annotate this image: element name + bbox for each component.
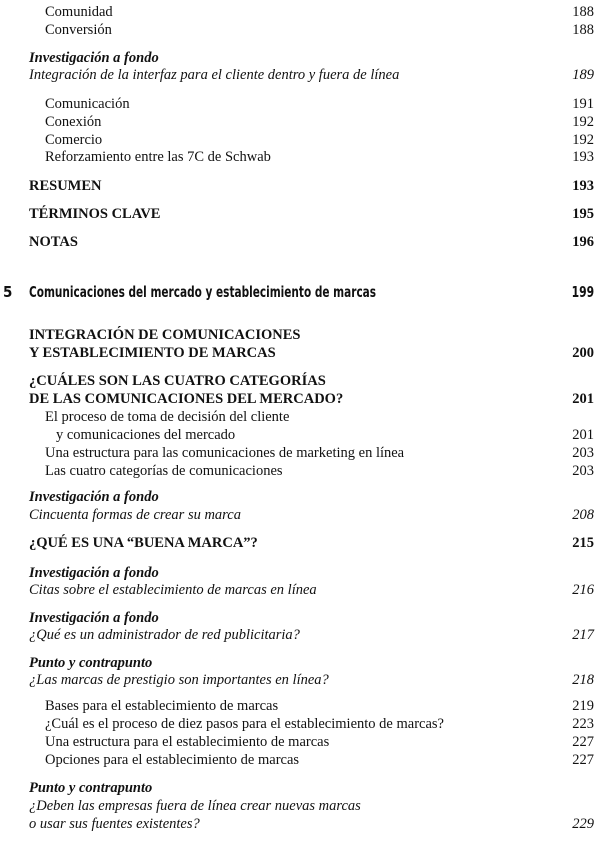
toc-entry-title: Investigación a fondo bbox=[29, 565, 159, 581]
toc-entry-title: INTEGRACIÓN DE COMUNICACIONES bbox=[29, 327, 301, 343]
toc-entry bbox=[0, 49, 600, 67]
toc-entry-title: Comercio bbox=[45, 132, 103, 148]
toc-page-number: 227 bbox=[572, 752, 594, 768]
toc-page-number: 218 bbox=[572, 672, 594, 688]
toc-entry bbox=[0, 326, 600, 344]
toc-entry bbox=[0, 581, 600, 599]
toc-entry-title: Comunidad bbox=[45, 4, 113, 20]
toc-entry-title: Integración de la interfaz para el cliente dentro y fuera de línea bbox=[29, 67, 400, 83]
toc-entry-title: Investigación a fondo bbox=[29, 610, 159, 626]
toc-entry-title: Cincuenta formas de crear su marca bbox=[29, 507, 241, 523]
toc-entry bbox=[0, 697, 600, 715]
toc-entry-title: ¿Las marcas de prestigio son importantes en línea? bbox=[29, 672, 329, 688]
toc-entry bbox=[0, 733, 600, 751]
toc-entry bbox=[0, 609, 600, 627]
toc-page-number: 219 bbox=[572, 698, 594, 714]
toc-entry-title: Reforzamiento entre las 7C de Schwab bbox=[45, 149, 271, 165]
toc-entry bbox=[0, 233, 600, 251]
toc-page-number: 215 bbox=[572, 535, 594, 551]
toc-page-number: 191 bbox=[572, 96, 594, 112]
toc-entry bbox=[0, 344, 600, 362]
chapter-number: 5 bbox=[3, 283, 13, 301]
toc-entry bbox=[0, 506, 600, 524]
toc-entry-title: Las cuatro categorías de comunicaciones bbox=[45, 463, 283, 479]
toc-entry-title: TÉRMINOS CLAVE bbox=[29, 206, 161, 222]
toc-entry-title: RESUMEN bbox=[29, 178, 102, 194]
toc-entry-title: Punto y contrapunto bbox=[29, 780, 153, 796]
toc-entry bbox=[0, 751, 600, 769]
toc-entry bbox=[0, 626, 600, 644]
toc-entry bbox=[0, 534, 600, 552]
toc-entry bbox=[0, 131, 600, 149]
toc-entry-title: Punto y contrapunto bbox=[29, 655, 153, 671]
toc-entry-title: ¿Deben las empresas fuera de línea crear nuevas marcas bbox=[29, 798, 361, 814]
toc-page-number: 200 bbox=[572, 345, 594, 361]
toc-entry bbox=[0, 372, 600, 390]
toc-entry bbox=[0, 426, 600, 444]
toc-entry-title: Comunicaciones del mercado y establecimiento de marcas bbox=[29, 283, 377, 301]
toc-entry-title: ¿Cuál es el proceso de diez pasos para el establecimiento de marcas? bbox=[45, 716, 444, 732]
toc-page-number: 193 bbox=[572, 149, 594, 165]
toc-page-number: 227 bbox=[572, 734, 594, 750]
toc-entry bbox=[0, 21, 600, 39]
toc-page-number: 208 bbox=[572, 507, 594, 523]
toc-entry-title: DE LAS COMUNICACIONES DEL MERCADO? bbox=[29, 391, 344, 407]
toc-entry-title: Comunicación bbox=[45, 96, 130, 112]
toc-page-number: 188 bbox=[572, 4, 594, 20]
toc-page-number: 192 bbox=[572, 132, 594, 148]
toc-entry bbox=[0, 95, 600, 113]
toc-entry bbox=[0, 148, 600, 166]
toc-page-number: 189 bbox=[572, 67, 594, 83]
toc-page-number: 195 bbox=[572, 206, 594, 222]
toc-entry-title: Conversión bbox=[45, 22, 112, 38]
toc-entry-title: Una estructura para el establecimiento de marcas bbox=[45, 734, 330, 750]
toc-entry-title: Bases para el establecimiento de marcas bbox=[45, 698, 279, 714]
toc-page-number: 188 bbox=[572, 22, 594, 38]
toc-entry bbox=[0, 815, 600, 833]
toc-entry bbox=[0, 408, 600, 426]
toc-entry bbox=[0, 779, 600, 797]
toc-entry bbox=[0, 462, 600, 480]
toc-entry bbox=[0, 113, 600, 131]
toc-entry-title: ¿CUÁLES SON LAS CUATRO CATEGORÍAS bbox=[29, 373, 326, 389]
toc-entry-title: Una estructura para las comunicaciones de marketing en línea bbox=[45, 445, 405, 461]
toc-page-number: 223 bbox=[572, 716, 594, 732]
chapter-heading bbox=[0, 283, 600, 301]
toc-page-number: 216 bbox=[572, 582, 594, 598]
toc-page-number: 196 bbox=[572, 234, 594, 250]
toc-entry-title: Opciones para el establecimiento de marcas bbox=[45, 752, 300, 768]
toc-entry-title: Conexión bbox=[45, 114, 102, 130]
toc-entry bbox=[0, 564, 600, 582]
toc-entry-title: Investigación a fondo bbox=[29, 50, 159, 66]
toc-entry bbox=[0, 3, 600, 21]
toc-entry bbox=[0, 444, 600, 462]
toc-page-number: 201 bbox=[572, 391, 594, 407]
toc-entry bbox=[0, 671, 600, 689]
toc-entry bbox=[0, 66, 600, 84]
toc-page-number: 199 bbox=[571, 283, 594, 301]
toc-entry bbox=[0, 177, 600, 195]
toc-page-number: 201 bbox=[572, 427, 594, 443]
toc-entry-title: ¿Qué es un administrador de red publicitaria? bbox=[29, 627, 300, 643]
toc-entry bbox=[0, 654, 600, 672]
toc-entry-title: Citas sobre el establecimiento de marcas en línea bbox=[29, 582, 317, 598]
toc-page-number: 203 bbox=[572, 463, 594, 479]
toc-entry bbox=[0, 205, 600, 223]
toc-entry bbox=[0, 715, 600, 733]
toc-entry-title: o usar sus fuentes existentes? bbox=[29, 816, 200, 832]
toc-entry-title: El proceso de toma de decisión del cliente bbox=[45, 409, 290, 425]
toc-page-number: 217 bbox=[572, 627, 594, 643]
toc-entry-title: y comunicaciones del mercado bbox=[56, 427, 236, 443]
toc-page-number: 203 bbox=[572, 445, 594, 461]
toc-page-number: 229 bbox=[572, 816, 594, 832]
toc-page-number: 193 bbox=[572, 178, 594, 194]
toc-entry-title: Investigación a fondo bbox=[29, 489, 159, 505]
toc-entry bbox=[0, 488, 600, 506]
toc-entry bbox=[0, 390, 600, 408]
toc-entry bbox=[0, 797, 600, 815]
toc-entry-title: ¿QUÉ ES UNA “BUENA MARCA”? bbox=[29, 535, 258, 551]
toc-page-number: 192 bbox=[572, 114, 594, 130]
toc-entry-title: Y ESTABLECIMIENTO DE MARCAS bbox=[29, 345, 276, 361]
toc-entry-title: NOTAS bbox=[29, 234, 78, 250]
